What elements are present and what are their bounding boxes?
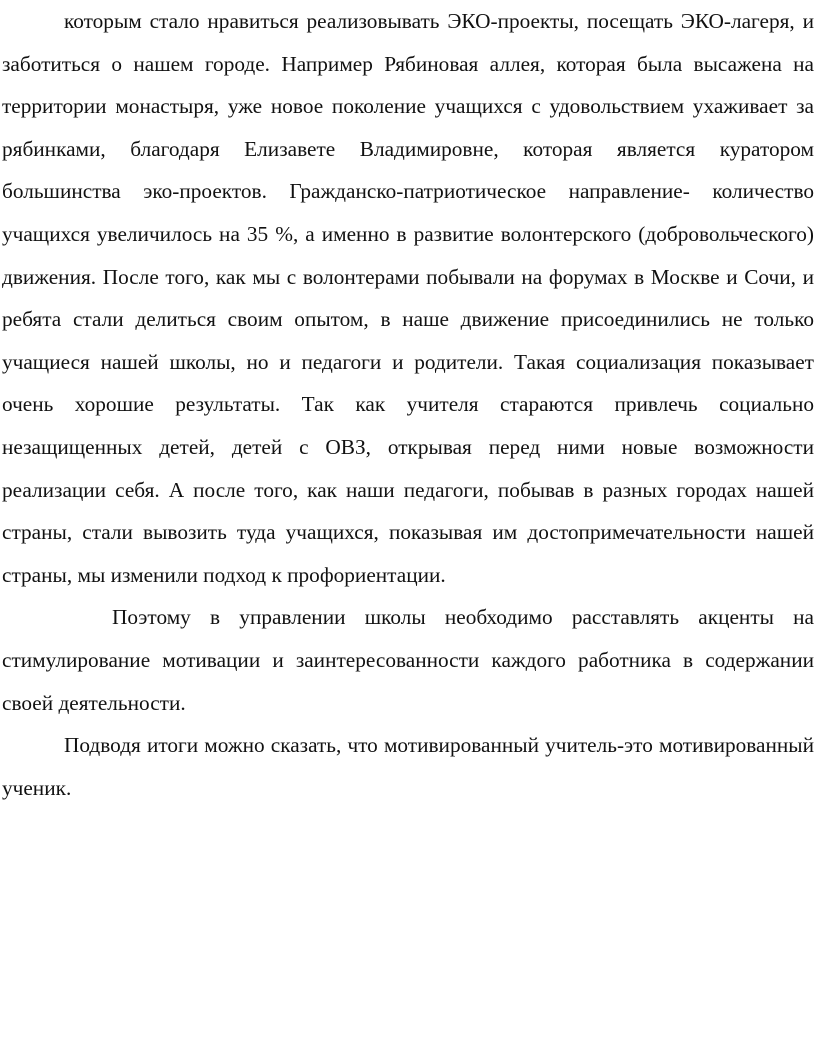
paragraph-eco-projects: которым стало нравиться реализовывать ЭКО-проекты, посещать ЭКО-лагеря, и заботиться о нашем городе. Например Рябиновая аллея, которая была высажена на территории монастыря, уже новое поколение учащихся с удовольствием ухаживает за рябинками, благодаря Елизавете Владимировне, которая является куратором большинства эко-проектов. Гражданско-патриотическое направление- количество учащихся увеличилось на 35 %, а именно в развитие волонтерского (добровольческого) движения. После того, как мы с волонтерами побывали на форумах в Москве и Сочи, и ребята стали делиться своим опытом, в наше движение присоединились не только учащиеся нашей школы, но и педагоги и родители. Такая социализация показывает очень хорошие результаты. Так как учителя стараются привлечь социально незащищенных детей, детей с ОВЗ, открывая перед ними новые возможности реализации себя. А после того, как наши педагоги, побывав в разных городах нашей страны, стали вывозить туда учащихся, показывая им достопримечательности нашей страны, мы изменили подход к профориентации. [2,9,814,587]
paragraph-school-management: Поэтому в управлении школы необходимо расставлять акценты на стимулирование мотивации и заинтересованности каждого работника в содержании своей деятельности. [2,605,814,715]
paragraph-conclusion: Подводя итоги можно сказать, что мотивированный учитель-это мотивированный ученик. [2,733,814,800]
document-body [2,0,814,809]
